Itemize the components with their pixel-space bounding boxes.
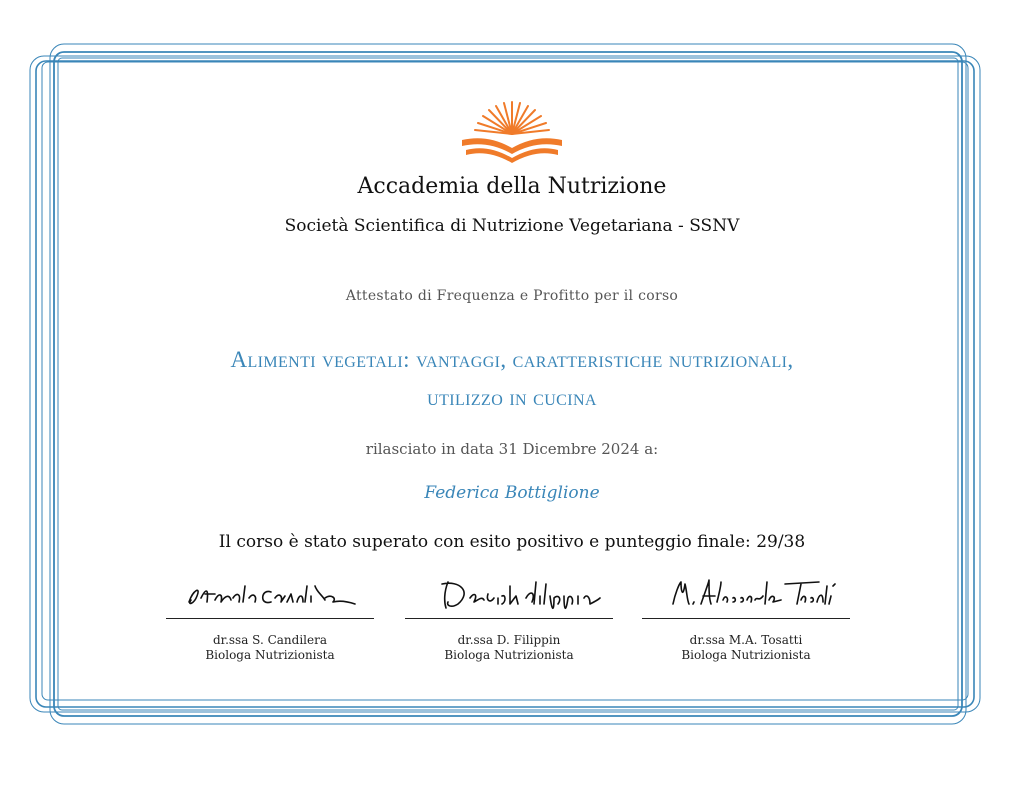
signature-block [405,572,613,663]
signature-image [414,572,604,614]
signatory-name: dr.ssa S. Candilera [212,633,328,647]
signature-image [651,572,841,614]
organization-name: Accademia della Nutrizione [357,174,667,199]
signature-block [166,572,374,663]
signatory-name: dr.ssa M.A. Tosatti [689,633,803,647]
course-title-line-1: Alimenti vegetali: vantaggi, caratteristiche nutrizionali, [230,347,794,372]
signatory-role: Biologa Nutrizionista [681,648,811,662]
sub-organization-name: Società Scientifica di Nutrizione Vegetariana - SSNV [284,216,740,236]
sun-over-open-book-icon [458,100,566,166]
signature-line [642,618,850,619]
course-title-line-2: utilizzo in cucina [427,385,597,410]
signatory-name: dr.ssa D. Filippin [457,633,561,647]
attestation-heading: Attestato di Frequenza e Profitto per il corso [345,288,679,304]
signature-image [175,572,365,614]
signatory-role: Biologa Nutrizionista [205,648,335,662]
signature-block [642,572,850,663]
course-title [0,341,1024,417]
result-text: Il corso è stato superato con esito positivo e punteggio finale: 29/38 [218,532,806,552]
recipient-name: Federica Bottiglione [424,483,600,503]
signature-line [166,618,374,619]
issue-date-text: rilasciato in data 31 Dicembre 2024 a: [365,440,659,458]
signatory-role: Biologa Nutrizionista [444,648,574,662]
signature-line [405,618,613,619]
